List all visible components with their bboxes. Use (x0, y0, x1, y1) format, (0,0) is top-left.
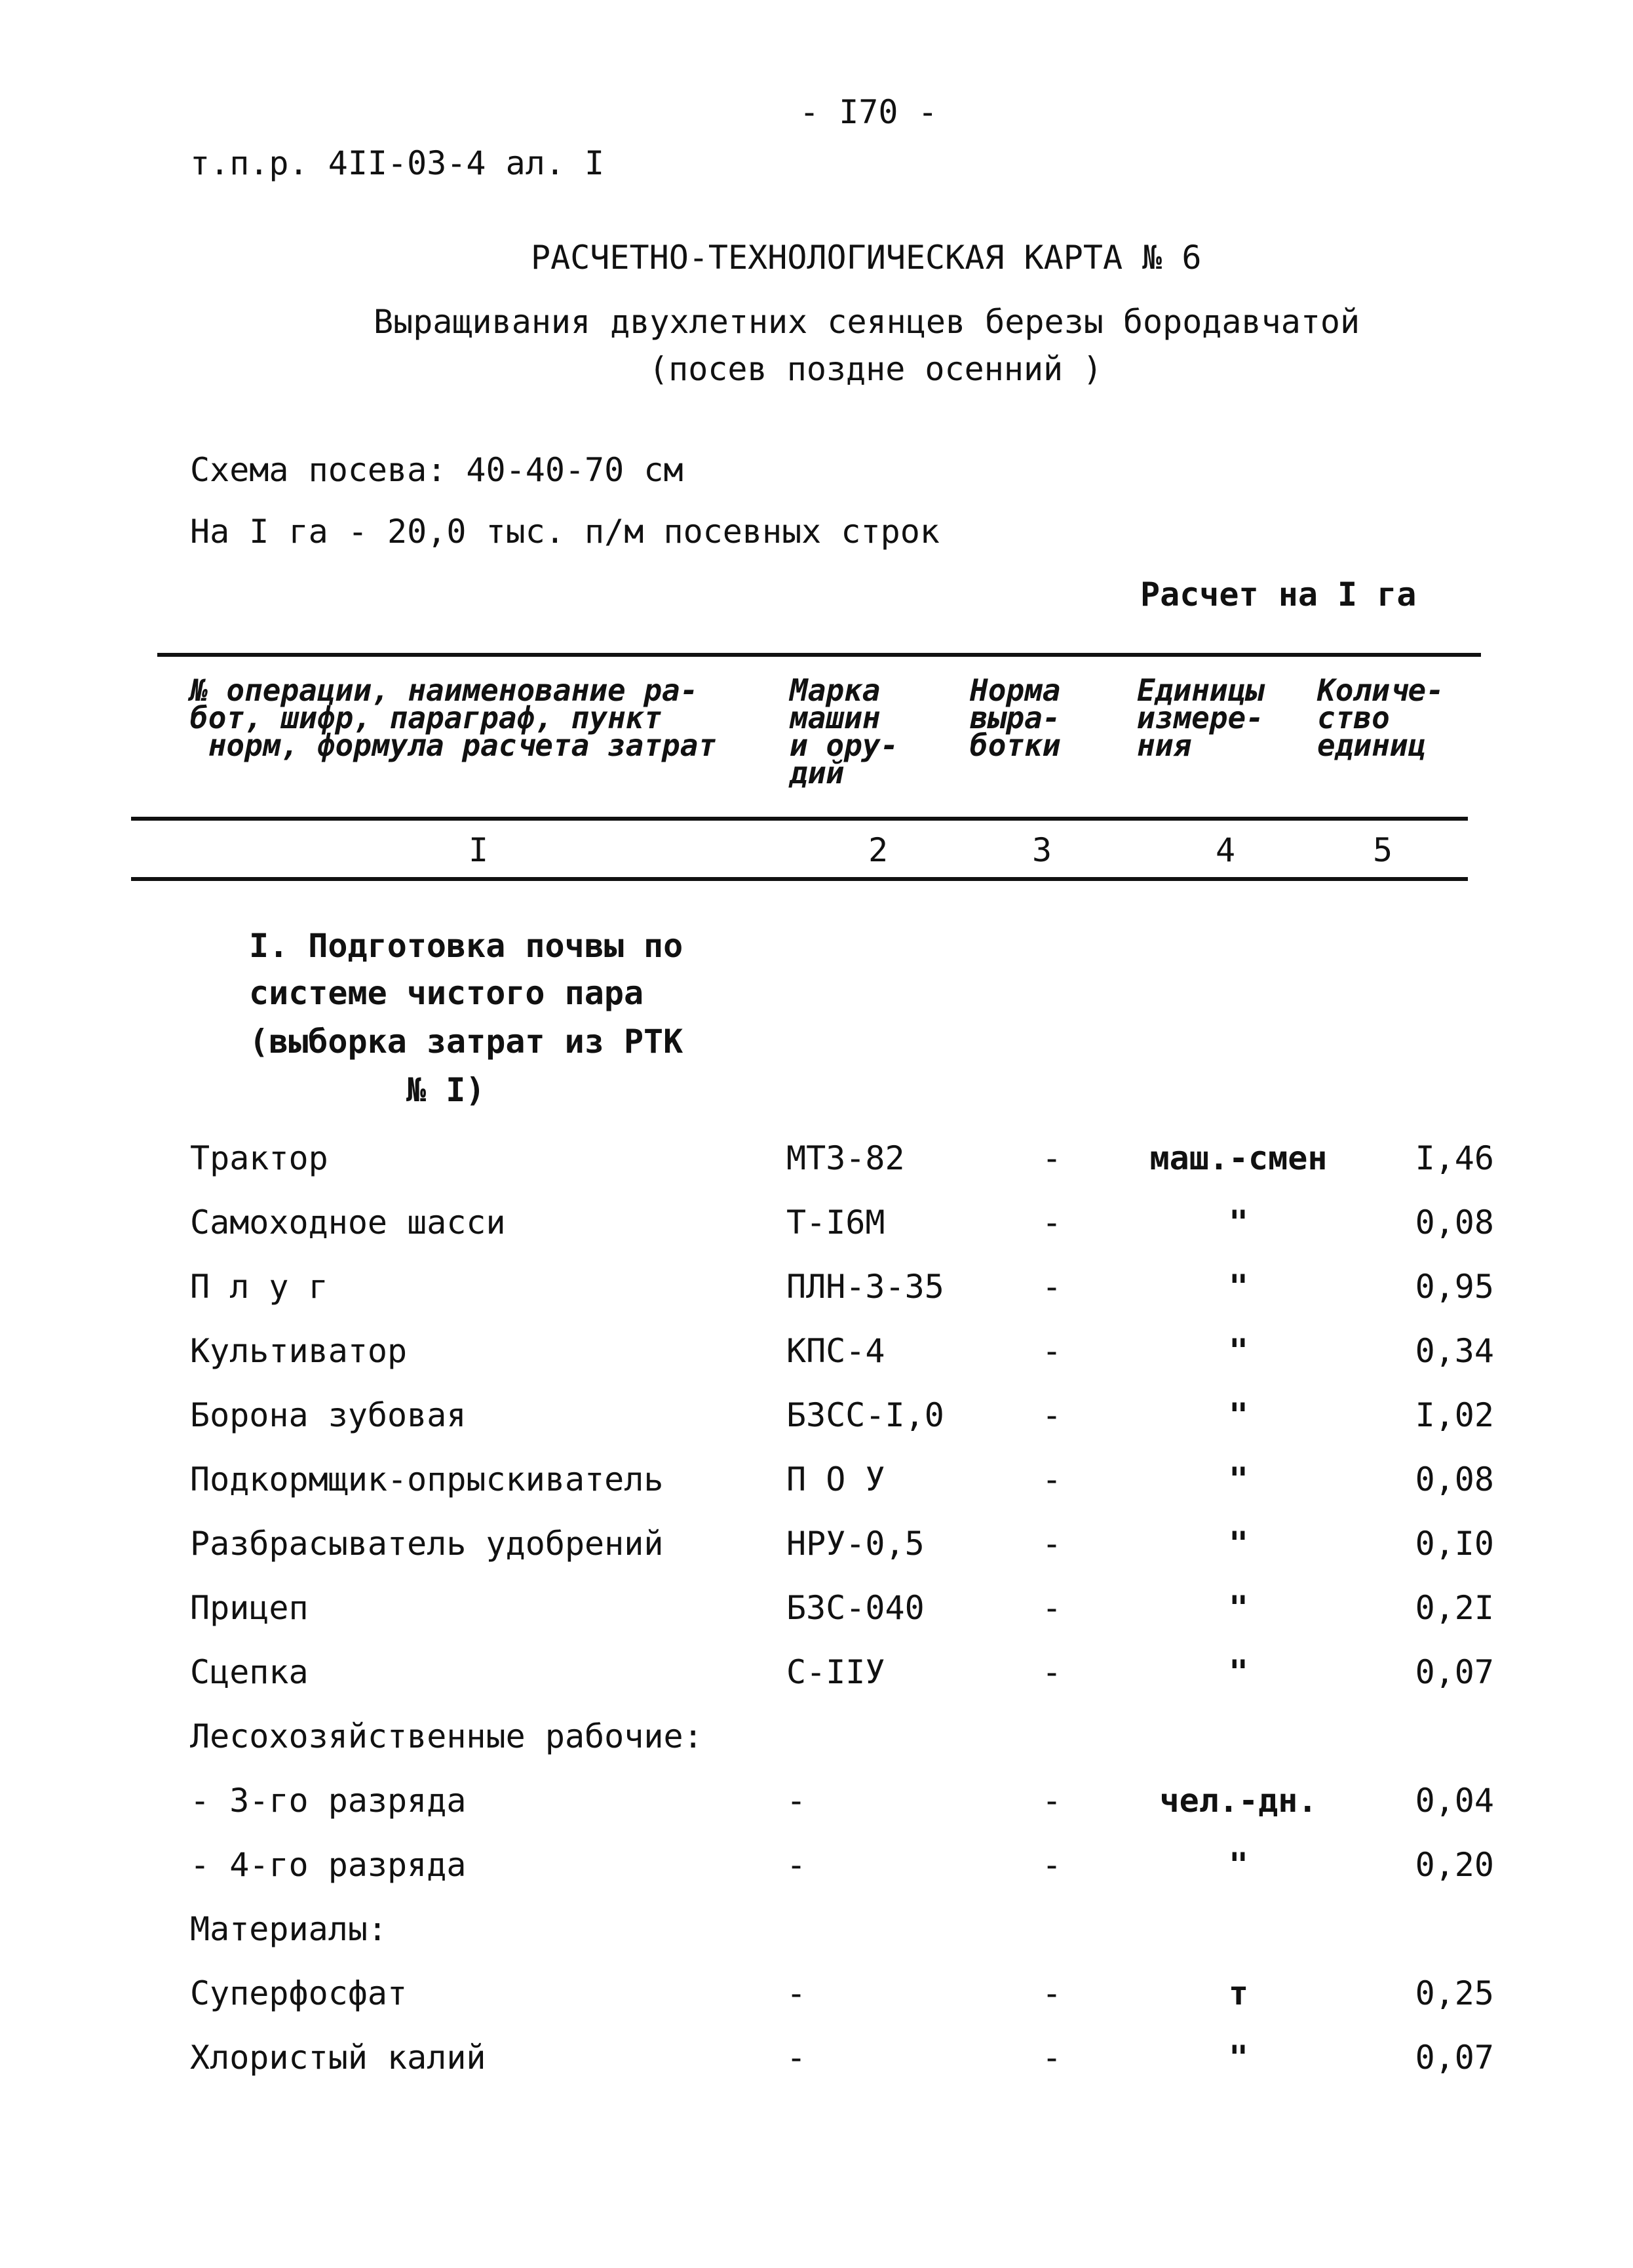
row-qty: 0,95 (1415, 1268, 1494, 1306)
row-machine: МТЗ-82 (786, 1139, 905, 1177)
column-number-2: 2 (868, 831, 889, 869)
row-machine: НРУ-0,5 (786, 1525, 925, 1563)
row-norm: - (1042, 2039, 1062, 2077)
row-name: П л у г (190, 1268, 328, 1306)
row-name: Прицеп (190, 1589, 309, 1627)
row-unit: маш.-смен (1149, 1139, 1328, 1177)
section-title-line-3: (выборка затрат из РТК (249, 1023, 683, 1061)
row-name: Суперфосфат (190, 1974, 408, 2012)
row-unit: " (1228, 1525, 1249, 1563)
row-unit: " (1228, 2039, 1249, 2077)
column-number-3: 3 (1032, 831, 1052, 869)
row-norm: - (1042, 1525, 1062, 1563)
header-col-4: Единицы измере- ния (1137, 673, 1264, 763)
row-name: Культиватор (190, 1332, 408, 1370)
row-norm: - (1042, 1846, 1062, 1884)
row-unit: " (1228, 1589, 1249, 1627)
header-col-1: № операции, наименование ра- бот, шифр, параграф, пункт норм, формула расчета затрат (190, 673, 717, 763)
row-norm: - (1042, 1653, 1062, 1691)
document-reference: т.п.р. 4II-03-4 ал. I (190, 144, 605, 182)
row-name: Сцепка (190, 1653, 309, 1691)
per-hectare-info: На I га - 20,0 тыс. п/м посевных строк (190, 513, 940, 551)
calculation-note: Расчет на I га (1140, 576, 1417, 614)
row-qty: 0,2I (1415, 1589, 1494, 1627)
row-machine: Т-I6М (786, 1203, 885, 1242)
column-number-1: I (469, 831, 489, 869)
header-col-5: Количе- ство единиц (1317, 673, 1444, 763)
column-numbers-bottom-rule (131, 877, 1468, 881)
row-unit: " (1228, 1653, 1249, 1691)
row-unit: " (1228, 1268, 1249, 1306)
row-name: Трактор (190, 1139, 328, 1177)
row-qty: I,46 (1415, 1139, 1494, 1177)
header-col-3: Норма выра- ботки (970, 673, 1061, 763)
row-name: Хлористый калий (190, 2039, 486, 2077)
row-name: - 3-го разряда (190, 1782, 467, 1820)
row-norm: - (1042, 1589, 1062, 1627)
row-name: Борона зубовая (190, 1396, 467, 1434)
header-bottom-rule (131, 817, 1468, 821)
row-norm: - (1042, 1268, 1062, 1306)
row-qty: 0,08 (1415, 1203, 1494, 1242)
column-number-4: 4 (1216, 831, 1236, 869)
row-name: Материалы: (190, 1910, 388, 1948)
page-number: - I70 - (799, 93, 938, 131)
section-title-line-4: № I) (406, 1071, 486, 1109)
row-unit: т (1228, 1974, 1249, 2012)
document-subtitle-line-1: Выращивания двухлетних сеянцев березы бородавчатой (374, 303, 1360, 341)
row-norm: - (1042, 1974, 1062, 2012)
row-qty: 0,04 (1415, 1782, 1494, 1820)
row-qty: 0,25 (1415, 1974, 1494, 2012)
row-machine: - (786, 1846, 807, 1884)
document-title: РАСЧЕТНО-ТЕХНОЛОГИЧЕСКАЯ КАРТА № 6 (531, 239, 1202, 277)
row-norm: - (1042, 1332, 1062, 1370)
column-number-5: 5 (1373, 831, 1393, 869)
row-norm: - (1042, 1460, 1062, 1498)
row-unit: чел.-дн. (1159, 1782, 1318, 1820)
row-unit: " (1228, 1460, 1249, 1498)
section-title-line-1: I. Подготовка почвы по (249, 927, 683, 965)
row-machine: - (786, 2039, 807, 2077)
row-qty: 0,I0 (1415, 1525, 1494, 1563)
row-name: Лесохозяйственные рабочие: (190, 1717, 703, 1755)
row-unit: " (1228, 1846, 1249, 1884)
row-machine: П О У (786, 1460, 885, 1498)
row-unit: " (1228, 1396, 1249, 1434)
document-subtitle-line-2: (посев поздне осенний ) (649, 350, 1103, 388)
row-norm: - (1042, 1396, 1062, 1434)
sowing-scheme: Схема посева: 40-40-70 см (190, 451, 683, 489)
row-name: Самоходное шасси (190, 1203, 506, 1242)
row-machine: ПЛН-3-35 (786, 1268, 944, 1306)
row-qty: 0,07 (1415, 2039, 1494, 2077)
row-machine: - (786, 1974, 807, 2012)
row-machine: КПС-4 (786, 1332, 885, 1370)
row-norm: - (1042, 1203, 1062, 1242)
row-unit: " (1228, 1203, 1249, 1242)
row-qty: 0,07 (1415, 1653, 1494, 1691)
row-name: - 4-го разряда (190, 1846, 467, 1884)
row-machine: БЗС-040 (786, 1589, 925, 1627)
header-col-2: Марка машин и ору- дий (790, 673, 899, 791)
table-top-rule (157, 653, 1481, 657)
row-qty: 0,20 (1415, 1846, 1494, 1884)
row-machine: БЗСС-I,0 (786, 1396, 944, 1434)
row-name: Разбрасыватель удобрений (190, 1525, 664, 1563)
row-qty: I,02 (1415, 1396, 1494, 1434)
row-machine: С-IIУ (786, 1653, 885, 1691)
row-norm: - (1042, 1782, 1062, 1820)
row-norm: - (1042, 1139, 1062, 1177)
row-machine: - (786, 1782, 807, 1820)
row-name: Подкормщик-опрыскиватель (190, 1460, 664, 1498)
section-title-line-2: системе чистого пара (249, 974, 644, 1012)
row-qty: 0,34 (1415, 1332, 1494, 1370)
row-unit: " (1228, 1332, 1249, 1370)
row-qty: 0,08 (1415, 1460, 1494, 1498)
